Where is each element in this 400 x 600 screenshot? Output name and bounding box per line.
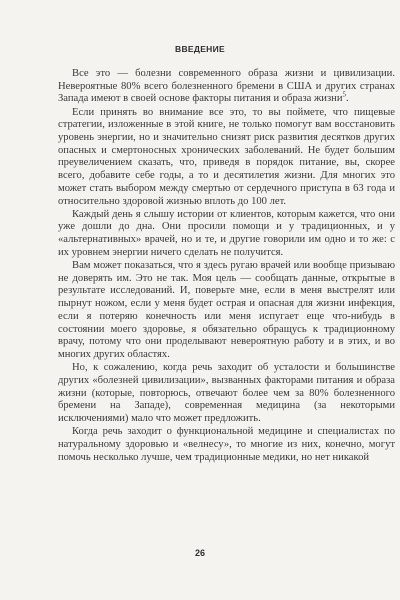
footnote-marker: 5 xyxy=(342,90,346,99)
paragraph-1-end: . xyxy=(346,93,349,105)
paragraph-3: Каждый день я слышу истории от клиентов, которым кажется, что они уже дошли до дна. Они просили помощи и у традиционных, и у «альтернативных» врачей, но и те, и другие говорили им одно и то же: с их уровнем энергии ничего сделать не получится. xyxy=(58,208,395,258)
paragraph-6: Когда речь заходит о функциональной медицине и специалистах по натуральному здоровью и «велнесу», то многие из них, конечно, могут помочь несколько лучше, чем традиционные медики, но нет никакой xyxy=(58,426,395,463)
page-number: 26 xyxy=(194,548,205,558)
paragraph-1-text: Все это — болезни современного образа жизни и цивилизации. Невероятные 80% всего болезненного бремени в США и других странах Запада имеют в своей основе факторы питания и образа жизни xyxy=(58,68,395,105)
paragraph-4: Вам может показаться, что я здесь ругаю врачей или вообще призываю не доверять им. Это не так. Моя цель — сообщать данные, открытые в результате исследований. И, поверьте мне, если в меня выстрелят или пырнут ножом, если у меня будет острая и опасная для жизни инфекция, если я потеряю конечность или меня испугает еще что-нибудь в состоянии моего здоровье, я обязательно обращусь к традиционному врачу, потому что они проделывают невероятную работу и в этих, и во многих других областях. xyxy=(58,260,395,360)
paragraph-2: Если принять во внимание все это, то вы поймете, что пищевые стратегии, изложенные в этой книге, не только помогут вам восстановить уровень энергии, но и значительно снизят риск развития десятков других опасных и смертоносных хронических заболеваний. Не будет большим преувеличением сказать, что, приведя в порядок питание, вы, скорее всего, добавите себе годы, а то и десятилетия жизни. Для многих это может стать выбором между смертью от сердечного приступа в 63 года и относительно здоровой жизнью вплоть до 100 лет. xyxy=(58,106,395,207)
paragraph-5: Но, к сожалению, когда речь заходит об усталости и большинстве других «болезней цивилизации», вызванных факторами питания и образа жизни (которые, повторюсь, отвечают более чем за 80% болезненного бремени на Западе), современная медицина (за некоторыми исключениями) мало что может предложить. xyxy=(58,362,395,424)
body-text xyxy=(58,68,395,465)
chapter-header: ВВЕДЕНИЕ xyxy=(175,44,225,54)
paragraph-1 xyxy=(58,68,395,106)
